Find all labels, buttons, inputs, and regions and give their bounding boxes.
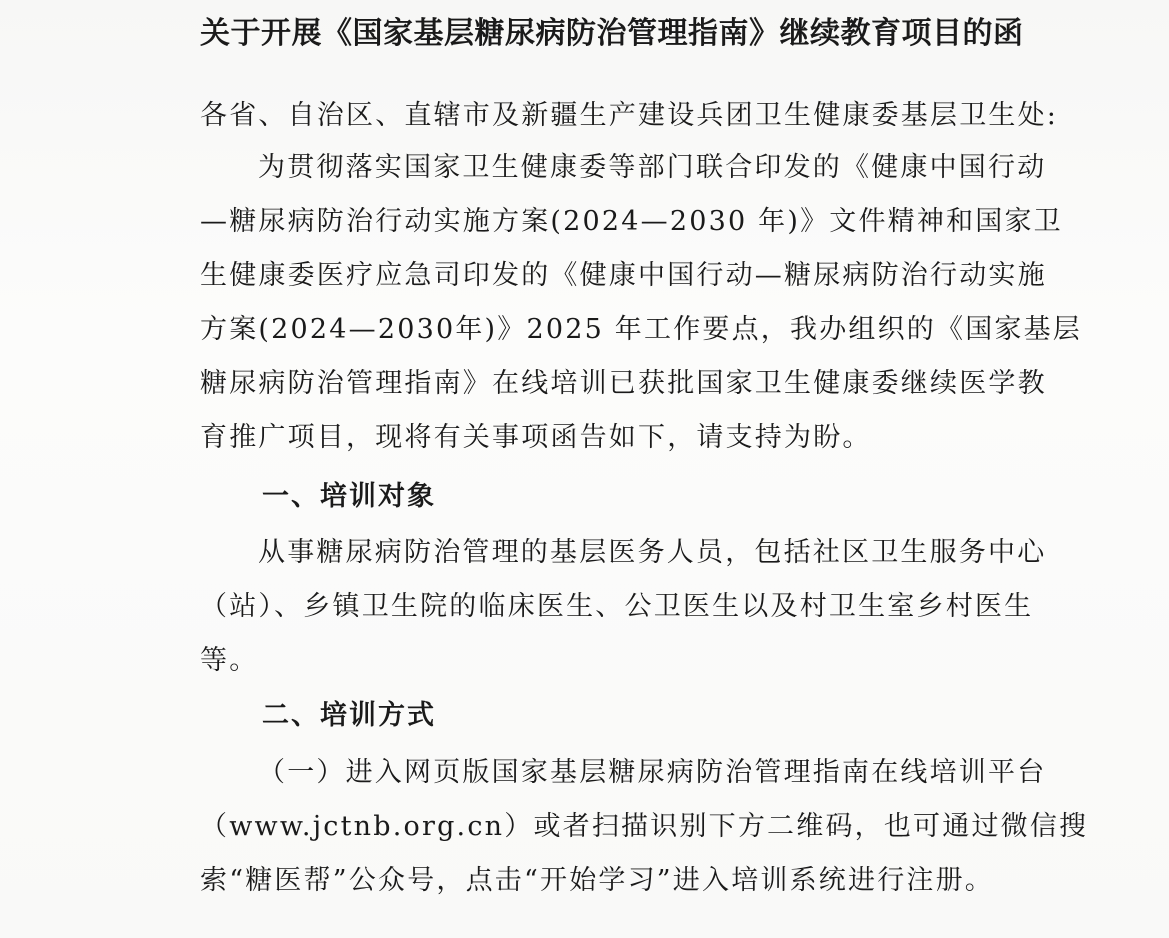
section-heading-training-target: 一、培训对象 [262,481,436,512]
section-heading-training-method: 二、培训方式 [262,700,436,731]
salutation: 各省、自治区、直辖市及新疆生产建设兵团卫生健康委基层卫生处: [200,100,1059,131]
intro-line-4: 方案(2024—2030年)》2025 年工作要点，我办组织的《国家基层 [200,314,1082,345]
document-title: 关于开展《国家基层糖尿病防治管理指南》继续教育项目的函 [200,16,1024,51]
section1-line-2: （站）、乡镇卫生院的临床医生、公卫医生以及村卫生室乡村医生 [200,591,1034,622]
intro-line-6: 育推广项目，现将有关事项函告如下，请支持为盼。 [200,422,872,453]
section2-line-1: （一）进入网页版国家基层糖尿病防治管理指南在线培训平台 [258,757,1047,788]
intro-line-5: 糖尿病防治管理指南》在线培训已获批国家卫生健康委继续医学教 [200,368,1047,399]
intro-line-2: —糖尿病防治行动实施方案(2024—2030 年)》文件精神和国家卫 [200,206,1063,237]
section1-line-1: 从事糖尿病防治管理的基层医务人员，包括社区卫生服务中心 [258,537,1047,568]
section1-line-3: 等。 [200,645,259,676]
section2-line-3: 索“糖医帮”公众号，点击“开始学习”进入培训系统进行注册。 [200,865,995,896]
section2-line-2: （www.jctnb.org.cn）或者扫描识别下方二维码，也可通过微信搜 [200,811,1089,842]
intro-line-3: 生健康委医疗应急司印发的《健康中国行动—糖尿病防治行动实施 [200,260,1047,291]
intro-line-1: 为贯彻落实国家卫生健康委等部门联合印发的《健康中国行动 [258,152,1047,183]
